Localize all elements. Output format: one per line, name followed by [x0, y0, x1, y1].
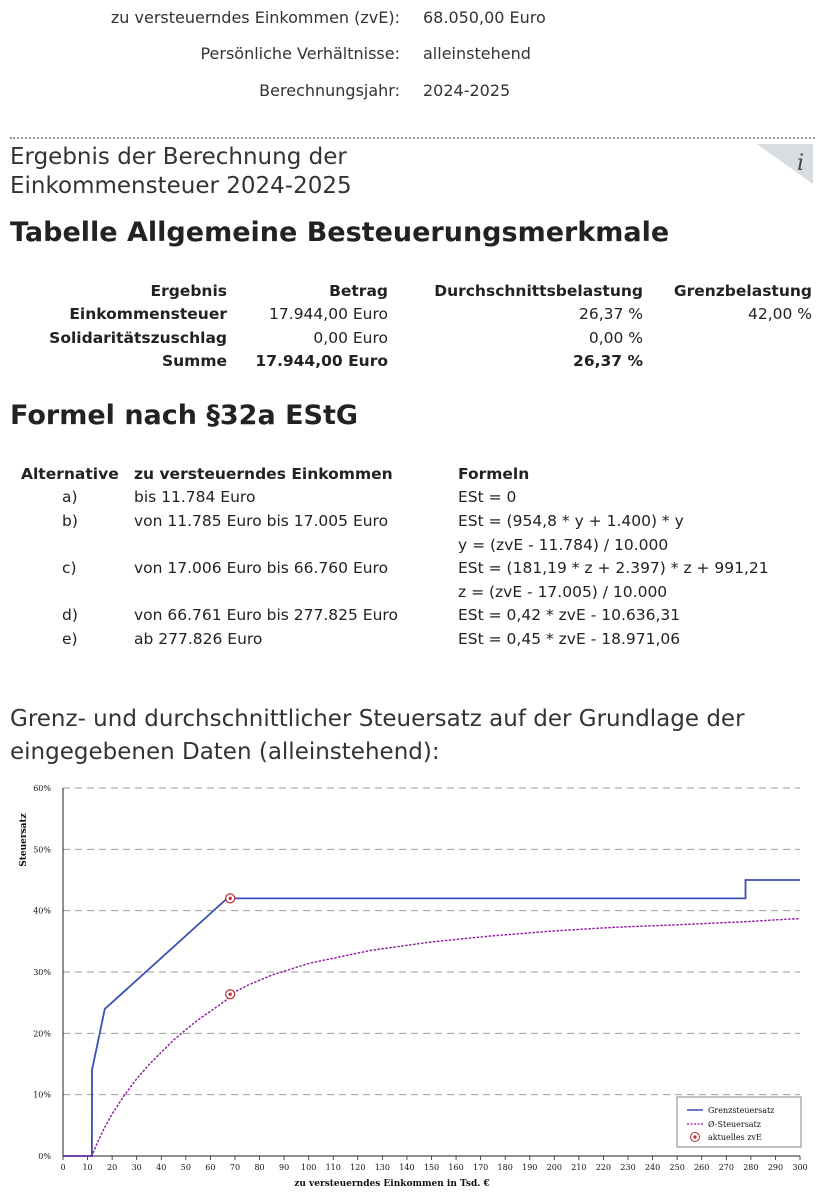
x-tick-label: 110 — [325, 1163, 341, 1172]
table2-row-a-formula: ESt = 0 — [458, 488, 517, 506]
table1-sum-avg: 26,37 % — [573, 352, 643, 370]
x-tick-label: 140 — [399, 1163, 415, 1172]
x-tick-label: 300 — [792, 1163, 808, 1172]
x-tick-label: 250 — [669, 1163, 685, 1172]
table1-sum-amount: 17.944,00 Euro — [255, 352, 388, 370]
chart-grid — [63, 788, 800, 1095]
table2-row-c-formula2: z = (zvE - 17.005) / 10.000 — [458, 583, 668, 601]
table2-row-a-income: bis 11.784 Euro — [134, 488, 256, 506]
x-tick-label: 100 — [301, 1163, 317, 1172]
table1-row1-avg: 26,37 % — [578, 305, 643, 323]
table2-row-b-formula: ESt = (954,8 * y + 1.400) * y — [458, 512, 684, 530]
table2-row-c-income: von 17.006 Euro bis 66.760 Euro — [134, 559, 389, 577]
x-tick-label: 30 — [131, 1163, 142, 1172]
y-tick-label: 60% — [33, 784, 51, 793]
result-title — [10, 143, 352, 201]
y-axis-label: Steuersatz — [19, 813, 29, 867]
x-tick-label: 120 — [350, 1163, 366, 1172]
chart-title: Grenz- und durchschnittlicher Steuersatz auf der Grundlage der eingegebenen Daten (alleinstehend): — [10, 706, 745, 765]
table2-row-a-alt: a) — [62, 488, 78, 506]
personal-status-label: Persönliche Verhältnisse: — [200, 44, 400, 63]
y-tick-label: 50% — [33, 845, 51, 855]
table2-row-e-formula: ESt = 0,45 * zvE - 18.971,06 — [458, 630, 681, 648]
x-tick-label: 160 — [448, 1163, 464, 1172]
x-tick-label: 40 — [156, 1163, 167, 1172]
divider — [10, 137, 815, 139]
year-label: Berechnungsjahr: — [259, 81, 400, 100]
y-tick-label: 40% — [33, 906, 51, 916]
table1-row2-amount: 0,00 Euro — [313, 329, 388, 347]
x-tick-label: 280 — [743, 1163, 759, 1172]
chart-legend — [677, 1097, 801, 1147]
table1-sum-label: Summe — [161, 352, 227, 370]
result-title-line2: Einkommensteuer 2024-2025 — [10, 173, 352, 199]
table2-title: Formel nach §32a EStG — [10, 400, 359, 431]
info-icon-glyph: i — [797, 151, 805, 176]
x-tick-label: 70 — [229, 1163, 241, 1172]
table1-row1-amount: 17.944,00 Euro — [269, 305, 388, 323]
tax-rate-chart — [0, 777, 827, 1197]
table2-row-b-income: von 11.785 Euro bis 17.005 Euro — [134, 512, 389, 530]
x-tick-label: 90 — [279, 1163, 290, 1172]
y-tick-label: 30% — [33, 968, 51, 977]
x-tick-label: 0 — [60, 1163, 66, 1172]
legend-marker-label: aktuelles zvE — [708, 1133, 762, 1142]
x-tick-label: 190 — [522, 1163, 538, 1172]
x-tick-label: 50 — [180, 1163, 191, 1172]
table2-row-e-alt: e) — [62, 630, 78, 648]
table2-row-e-income: ab 277.826 Euro — [134, 630, 263, 648]
x-axis-label: zu versteuerndes Einkommen in Tsd. € — [294, 1179, 490, 1189]
x-tick-label: 150 — [423, 1163, 440, 1172]
table2-row-c-formula: ESt = (181,19 * z + 2.397) * z + 991,21 — [458, 559, 769, 577]
info-icon[interactable] — [757, 144, 813, 184]
zve-label: zu versteuerndes Einkommen (zvE): — [110, 8, 400, 27]
x-tick-label: 260 — [694, 1163, 710, 1172]
x-tick-label: 60 — [205, 1163, 216, 1172]
table2-row-d-income: von 66.761 Euro bis 277.825 Euro — [134, 606, 398, 624]
table2-row-d-alt: d) — [62, 606, 78, 624]
x-tick-label: 210 — [571, 1163, 587, 1172]
y-tick-label: 20% — [33, 1029, 51, 1039]
x-tick-label: 170 — [472, 1163, 489, 1172]
year-value: 2024-2025 — [423, 81, 511, 100]
legend-avg-label: Ø-Steuersatz — [708, 1120, 761, 1129]
current-zve-marker-dot — [229, 993, 232, 996]
current-zve-marker-dot — [229, 897, 232, 900]
x-tick-label: 230 — [620, 1163, 636, 1172]
x-tick-label: 270 — [718, 1163, 734, 1172]
x-tick-label: 20 — [107, 1163, 118, 1172]
x-tick-label: 10 — [82, 1163, 93, 1172]
table2-row-c-alt: c) — [62, 559, 77, 577]
y-tick-label: 10% — [33, 1090, 51, 1100]
table1-row1-label: Einkommensteuer — [69, 305, 227, 323]
result-title-line1: Ergebnis der Berechnung der — [10, 144, 347, 170]
x-tick-label: 180 — [497, 1163, 513, 1172]
table1-row2-label: Solidaritätszuschlag — [49, 329, 227, 347]
x-tick-label: 80 — [254, 1163, 265, 1172]
table1-header-avg: Durchschnittsbelastung — [434, 282, 643, 300]
personal-status-value: alleinstehend — [423, 44, 531, 63]
table1-row2-avg: 0,00 % — [588, 329, 643, 347]
table2-header-formula: Formeln — [458, 465, 530, 483]
legend-marker-dot — [693, 1135, 696, 1138]
table2-header-alt: Alternative — [21, 465, 119, 483]
x-tick-label: 290 — [767, 1163, 784, 1172]
table1-header-amount: Betrag — [329, 282, 388, 300]
table2-header-income: zu versteuerndes Einkommen — [134, 465, 393, 483]
table1-header-marginal: Grenzbelastung — [673, 282, 812, 300]
table2-row-b-alt: b) — [62, 512, 78, 530]
table2-row-d-formula: ESt = 0,42 * zvE - 10.636,31 — [458, 606, 681, 624]
x-tick-label: 200 — [546, 1163, 562, 1172]
table2-row-b-formula2: y = (zvE - 11.784) / 10.000 — [458, 536, 669, 554]
legend-grenz-label: Grenzsteuersatz — [708, 1106, 775, 1115]
zve-value: 68.050,00 Euro — [423, 8, 546, 27]
y-tick-label: 0% — [38, 1152, 51, 1161]
x-tick-label: 130 — [374, 1163, 391, 1172]
x-tick-label: 240 — [644, 1163, 661, 1172]
table1-title: Tabelle Allgemeine Besteuerungsmerkmale — [10, 217, 670, 248]
x-tick-label: 220 — [595, 1163, 612, 1172]
table1-row1-marginal: 42,00 % — [747, 305, 812, 323]
table1-header-result: Ergebnis — [150, 282, 227, 300]
